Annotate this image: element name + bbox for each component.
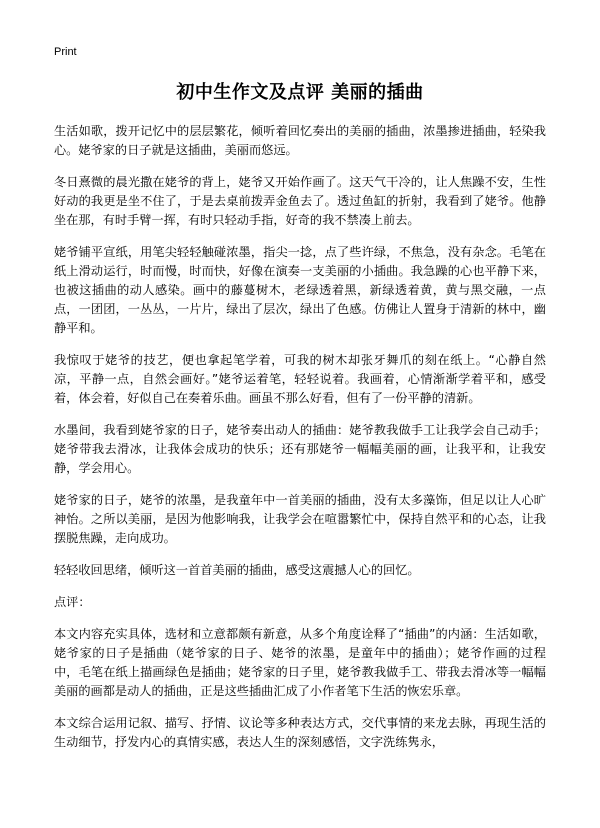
paragraph-1: 生活如歌，拨开记忆中的层层繁花，倾听着回忆奏出的美丽的插曲，浓墨掺进插曲，轻染我心。姥爷家的日子就是这插曲，美丽而悠远。 bbox=[54, 124, 546, 157]
paragraph-7: 轻轻收回思绪，倾听这一首首美丽的插曲，感受这震撼人心的回忆。 bbox=[54, 563, 420, 577]
paragraph-3: 姥爷铺平宣纸，用笔尖轻轻触碰浓墨，指尖一捻，点了些许绿，不焦急，没有杂念。毛笔在纸上滑动运行，时而慢，时而快，好像在演奏一支美丽的小插曲。我急躁的心也平静下来，也被这插曲的动人感染。画中的藤蔓树木，老绿透着黑，新绿透着黄，黄与黑交融，一点点，一团团，一丛丛，一片片，绿出了层次，绿出了色感。仿佛让人置身于清新的林中，幽静平和。 bbox=[54, 245, 546, 335]
paragraph-2: 冬日熹微的晨光撒在姥爷的背上，姥爷又开始作画了。这天气干冷的，让人焦躁不安，生性好动的我更是坐不住了，于是去桌前拨弄金鱼去了。透过鱼缸的折射，我看到了姥爷。他静坐在那，有时手臂一挥，有时只轻动手指，好奇的我不禁凑上前去。 bbox=[54, 175, 546, 227]
article-body bbox=[54, 122, 546, 765]
page-title: 初中生作文及点评 美丽的插曲 bbox=[176, 82, 424, 103]
print-link[interactable]: Print bbox=[54, 46, 77, 58]
paragraph-5: 水墨间，我看到姥爷家的日子，姥爷奏出动人的插曲：姥爷教我做手工让我学会自己动手；姥爷带我去滑冰，让我体会成功的快乐；还有那姥爷一幅幅美丽的画，让我平和，让我安静，学会用心。 bbox=[54, 423, 546, 475]
comment-heading: 点评： bbox=[54, 595, 91, 609]
comment-paragraph-1: 本文内容充实具体，选材和立意都颇有新意，从多个角度诠释了“插曲”的内涵：生活如歌，姥爷家的日子是插曲（姥爷家的日子、姥爷的浓墨，是童年中的插曲）；姥爷作画的过程中，毛笔在纸上描画绿色是插曲；姥爷家的日子里，姥爷教我做手工、带我去滑冰等一幅幅美丽的画都是动人的插曲，正是这些插曲汇成了小作者笔下生活的恢宏乐章。 bbox=[54, 627, 546, 698]
comment-paragraph-2: 本文综合运用记叙、描写、抒情、议论等多种表达方式，交代事情的来龙去脉，再现生活的生动细节，抒发内心的真情实感，表达人生的深刻感悟，文字洗练隽永， bbox=[54, 716, 546, 749]
paragraph-6: 姥爷家的日子，姥爷的浓墨，是我童年中一首美丽的插曲，没有太多藻饰，但足以让人心旷神怡。之所以美丽，是因为他影响我，让我学会在喧嚣繁忙中，保持自然平和的心态，让我摆脱焦躁，走向成功。 bbox=[54, 493, 546, 545]
paragraph-4: 我惊叹于姥爷的技艺，便也拿起笔学着，可我的树木却张牙舞爪的刻在纸上。“心静自然凉，平静一点，自然会画好。”姥爷运着笔，轻轻说着。我画着，心情渐渐学着平和，感受着，体会着，好似自己在奏着乐曲。画虽不那么好看，但有了一份平静的清新。 bbox=[54, 353, 546, 405]
